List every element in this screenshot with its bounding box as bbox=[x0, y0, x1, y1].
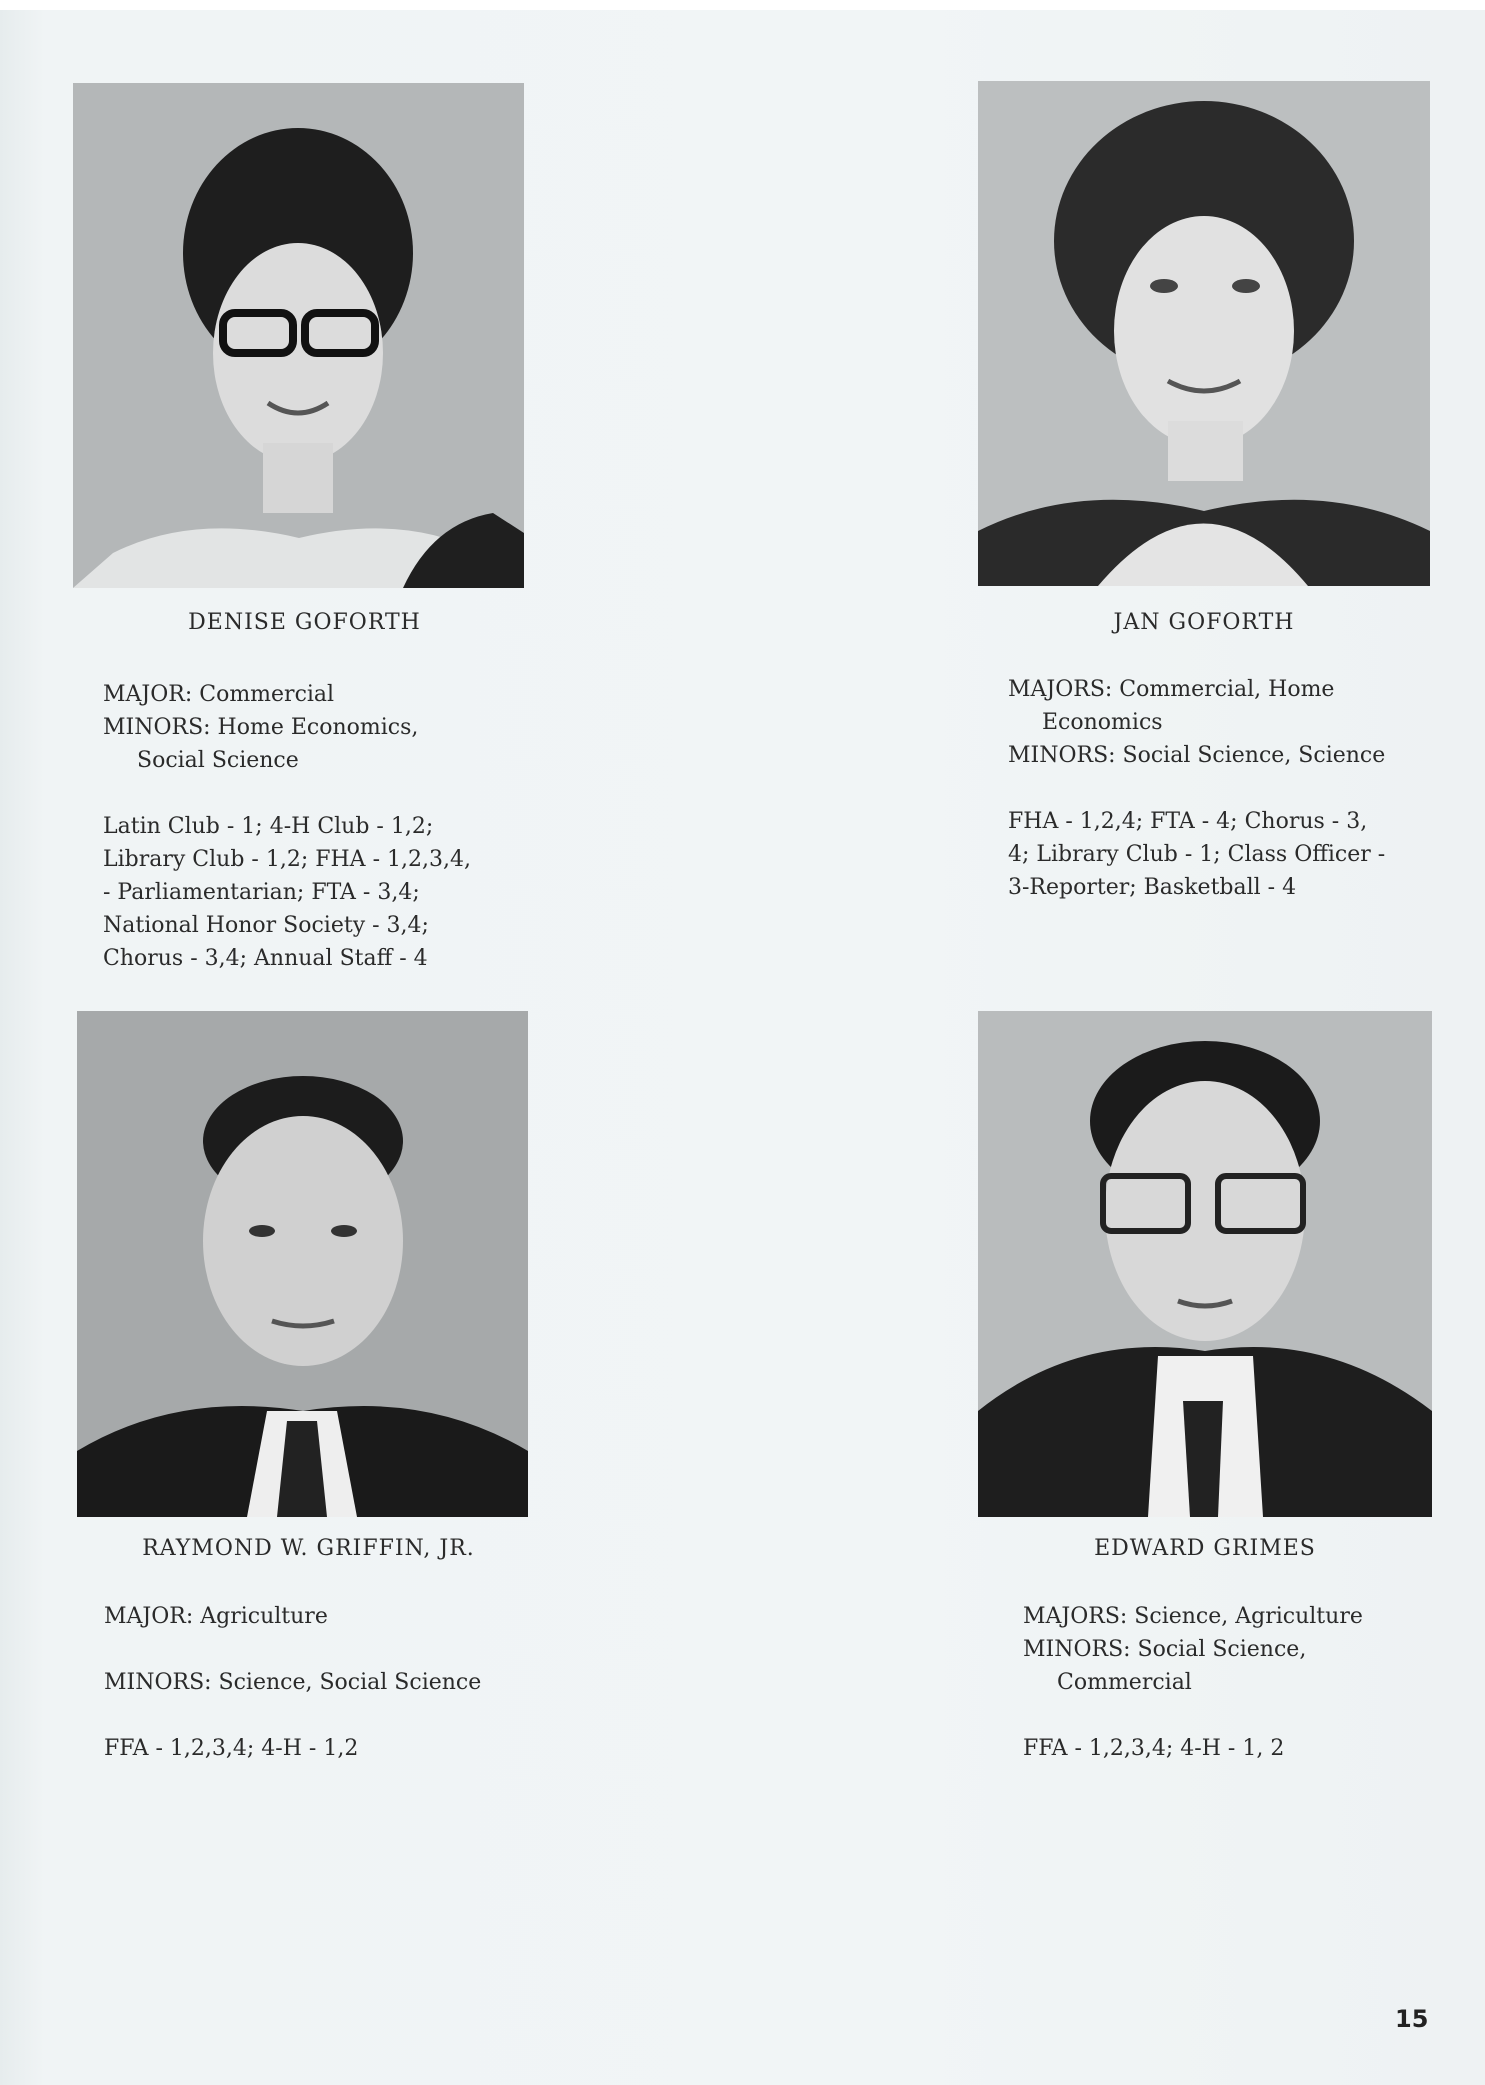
portrait-photo-icon bbox=[77, 1011, 528, 1517]
detail-line: MAJORS: Commercial, Home bbox=[1008, 677, 1335, 702]
detail-spacer bbox=[1008, 772, 1385, 805]
student-details bbox=[104, 1600, 481, 1765]
detail-line: Library Club - 1,2; FHA - 1,2,3,4, bbox=[103, 847, 471, 872]
student-details bbox=[103, 678, 471, 975]
portrait-photo-icon bbox=[73, 83, 524, 588]
detail-spacer bbox=[103, 777, 471, 810]
detail-line: MAJORS: Science, Agriculture bbox=[1023, 1604, 1363, 1629]
detail-line: MAJOR: Commercial bbox=[103, 682, 335, 707]
portrait-photo-denise-goforth bbox=[73, 83, 524, 588]
detail-line: Commercial bbox=[1057, 1670, 1192, 1695]
student-name: EDWARD GRIMES bbox=[1094, 1536, 1316, 1561]
detail-spacer bbox=[1023, 1699, 1363, 1732]
detail-spacer bbox=[104, 1699, 481, 1732]
detail-spacer bbox=[104, 1633, 481, 1666]
student-details bbox=[1023, 1600, 1363, 1765]
portrait-photo-icon bbox=[978, 1011, 1432, 1517]
detail-line: National Honor Society - 3,4; bbox=[103, 913, 429, 938]
detail-line: Social Science bbox=[137, 748, 299, 773]
page-edge bbox=[0, 0, 1485, 10]
portrait-photo-raymond-griffin bbox=[77, 1011, 528, 1517]
detail-line: - Parliamentarian; FTA - 3,4; bbox=[103, 880, 420, 905]
student-name: JAN GOFORTH bbox=[1113, 610, 1295, 635]
portrait-photo-icon bbox=[978, 81, 1430, 586]
student-details bbox=[1008, 673, 1385, 904]
detail-line: MINORS: Social Science, Science bbox=[1008, 743, 1386, 768]
detail-line: 3-Reporter; Basketball - 4 bbox=[1008, 875, 1297, 900]
portrait-photo-edward-grimes bbox=[978, 1011, 1432, 1517]
page-number: 15 bbox=[1395, 2005, 1429, 2033]
detail-line: MINORS: Social Science, bbox=[1023, 1637, 1307, 1662]
detail-line: MAJOR: Agriculture bbox=[104, 1604, 328, 1629]
detail-line: Latin Club - 1; 4-H Club - 1,2; bbox=[103, 814, 434, 839]
detail-line: FFA - 1,2,3,4; 4-H - 1, 2 bbox=[1023, 1736, 1285, 1761]
detail-line: MINORS: Home Economics, bbox=[103, 715, 419, 740]
detail-line: MINORS: Science, Social Science bbox=[104, 1670, 482, 1695]
portrait-photo-jan-goforth bbox=[978, 81, 1430, 586]
detail-line: FHA - 1,2,4; FTA - 4; Chorus - 3, bbox=[1008, 809, 1368, 834]
detail-line: Economics bbox=[1042, 710, 1163, 735]
detail-line: FFA - 1,2,3,4; 4-H - 1,2 bbox=[104, 1736, 359, 1761]
detail-line: Chorus - 3,4; Annual Staff - 4 bbox=[103, 946, 428, 971]
student-name: DENISE GOFORTH bbox=[188, 610, 421, 635]
detail-line: 4; Library Club - 1; Class Officer - bbox=[1008, 842, 1386, 867]
student-name: RAYMOND W. GRIFFIN, JR. bbox=[142, 1536, 475, 1561]
